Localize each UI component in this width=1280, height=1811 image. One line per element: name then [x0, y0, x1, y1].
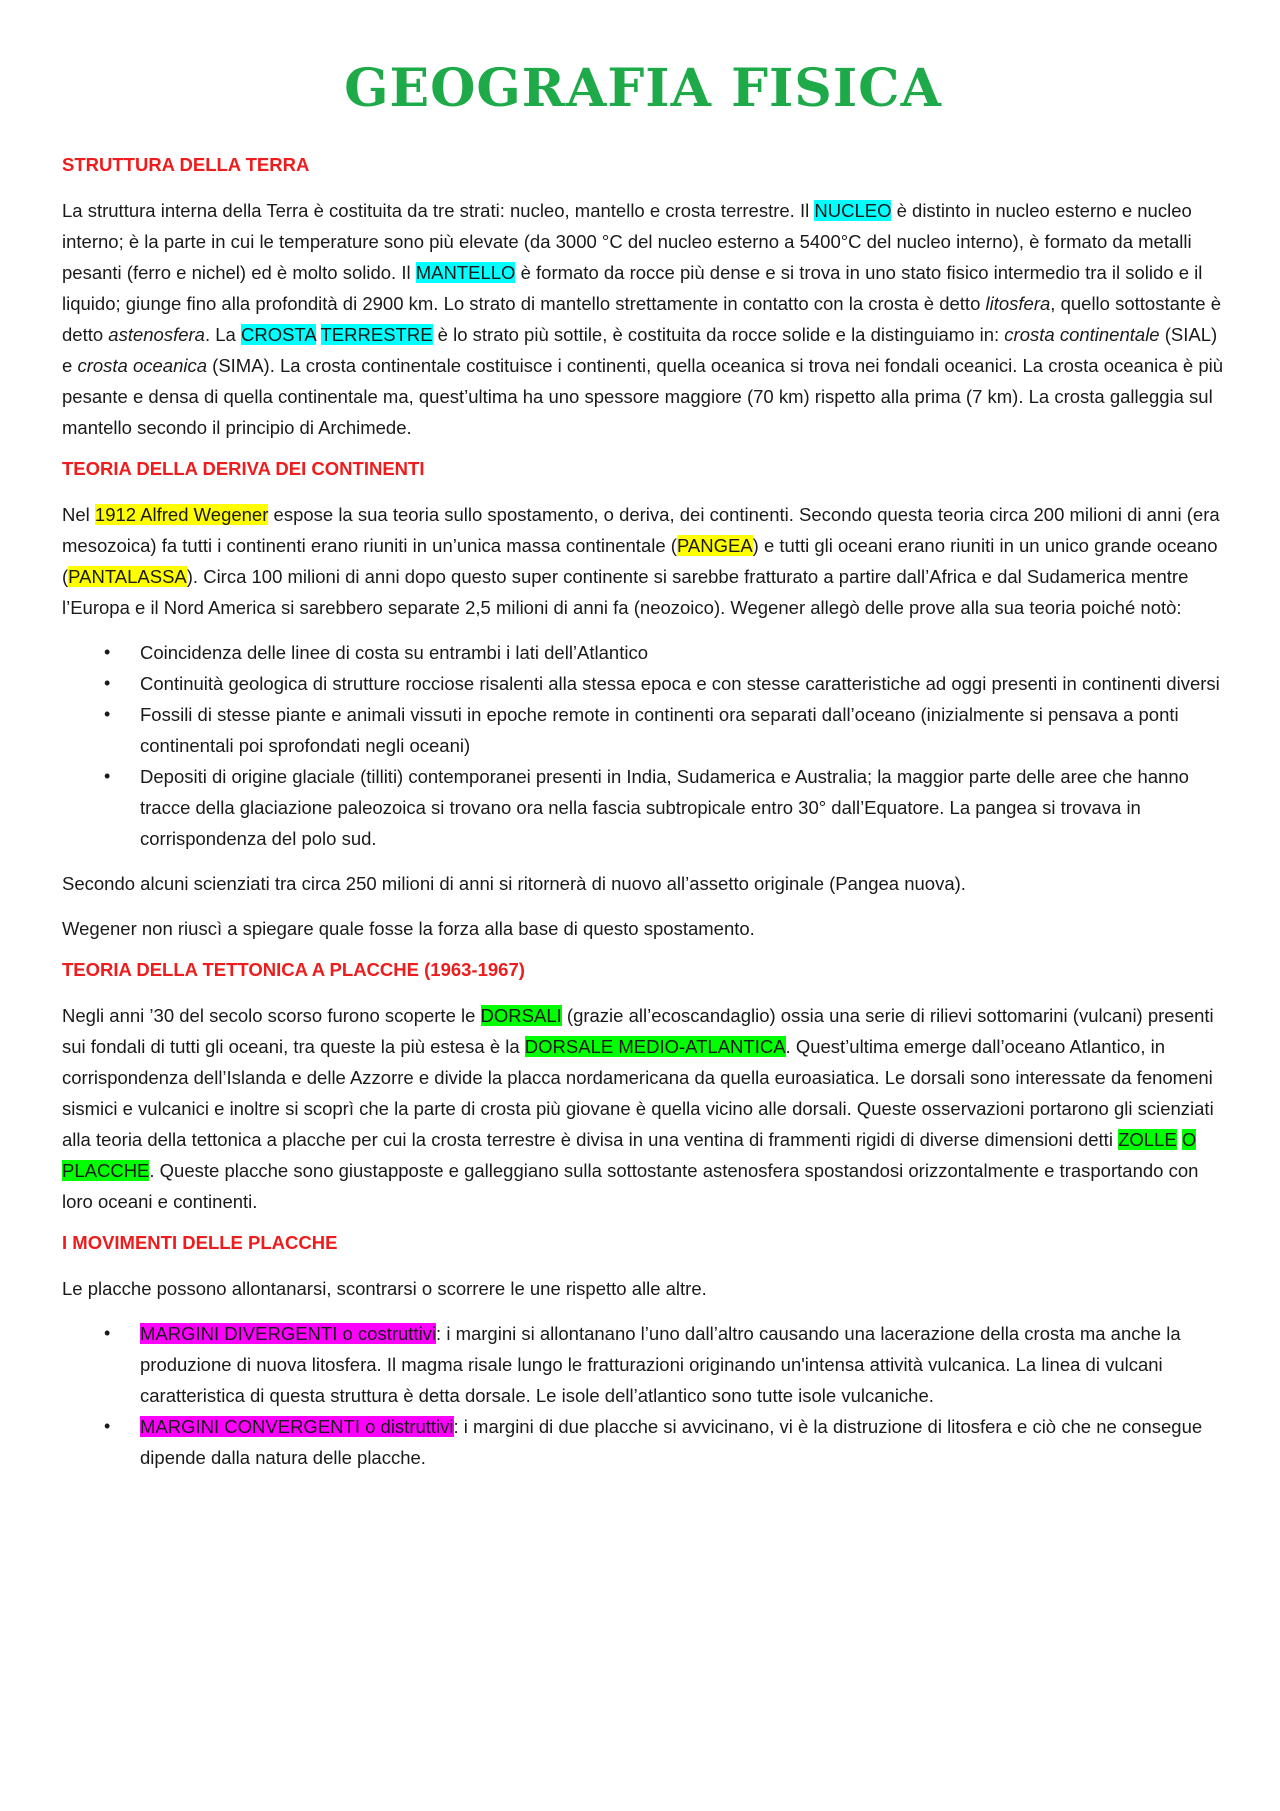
- list-prove-wegener: [62, 637, 1224, 854]
- highlight-pantalassa: PANTALASSA: [68, 566, 187, 588]
- text-run: (SIAL) e: [62, 324, 1218, 377]
- section-heading-struttura: STRUTTURA DELLA TERRA: [62, 154, 310, 176]
- highlight-terrestre: TERRESTRE: [320, 324, 433, 346]
- text-run: [316, 324, 321, 345]
- highlight-o: O: [1181, 1129, 1197, 1151]
- bullet-icon: •: [104, 642, 111, 663]
- text-run: (grazie all’ecoscandaglio) ossia una serie di rilievi sottomarini (vulcani) presenti sui fondali di tutti gli oceani, tra queste la più estesa è la: [62, 1005, 1214, 1058]
- section-heading-deriva: TEORIA DELLA DERIVA DEI CONTINENTI: [62, 458, 425, 480]
- text-run: . Queste placche sono giustapposte e galleggiano sulla sottostante astenosfera spostandosi orizzontalmente e trasportando con loro oceani e continenti.: [62, 1160, 1199, 1213]
- highlight-wegener: 1912 Alfred Wegener: [94, 504, 269, 526]
- highlight-pangea: PANGEA: [676, 535, 753, 557]
- highlight-crosta: CROSTA: [240, 324, 316, 346]
- list-item: [62, 668, 1224, 699]
- text-run: , quello sottostante è detto: [62, 293, 1222, 346]
- italic-crosta-continentale: crosta continentale: [1004, 324, 1160, 346]
- text-run: . Quest’ultima emerge dall’oceano Atlantico, in corrispondenza dell’Islanda e delle Azzorre e divide la placca nordamericana da quella euroasiatica. Le dorsali sono interessate da fenomeni sismici e vulcanici e inoltre si scoprì che la parte di crosta più giovane è quella vicino alle dorsali. Queste osservazioni portarono gli scienziati alla teoria della tettonica a placche per cui la crosta terrestre è divisa in una ventina di frammenti rigidi di diverse dimensioni detti: [62, 1036, 1214, 1151]
- paragraph-deriva: [62, 499, 1224, 623]
- bullet-icon: •: [104, 766, 111, 787]
- text-run: ) e tutti gli oceani erano riuniti in un unico grande oceano (: [62, 535, 1218, 588]
- paragraph-pangea-nuova: Secondo alcuni scienziati tra circa 250 milioni di anni si ritornerà di nuovo all’assetto originale (Pangea nuova).: [62, 873, 966, 895]
- bullet-icon: •: [104, 704, 111, 725]
- text-run: (SIMA). La crosta continentale costituisce i continenti, quella oceanica si trova nei fondali oceanici. La crosta oceanica è più pesante e densa di quella continentale ma, quest’ultima ha uno spessore maggiore (70 km) rispetto alla prima (7 km). La crosta galleggia sul mantello secondo il principio di Archimede.: [62, 355, 1224, 439]
- italic-astenosfera: astenosfera: [108, 324, 205, 346]
- text-run: è distinto in nucleo esterno e nucleo interno; è la parte in cui le temperature sono più elevate (da 3000 °C del nucleo esterno a 5400°C del nucleo interno), è formato da metalli pesanti (ferro e nichel) ed è molto solido. Il: [62, 200, 1192, 284]
- bullet-icon: •: [104, 1323, 111, 1344]
- list-item: [62, 699, 1224, 761]
- list-item: [62, 1318, 1224, 1411]
- list-item: [62, 761, 1224, 854]
- highlight-placche: PLACCHE: [62, 1160, 150, 1182]
- list-margini: [62, 1318, 1224, 1473]
- text-run: Nel: [62, 504, 95, 526]
- highlight-margini-convergenti: MARGINI CONVERGENTI o distruttivi: [140, 1416, 454, 1438]
- list-item-text: Fossili di stesse piante e animali vissuti in epoche remote in continenti ora separati dall’oceano (inizialmente si pensava a ponti continentali poi sprofondati negli oceani): [140, 704, 1179, 757]
- text-run: è lo strato più sottile, è costituita da rocce solide e la distinguiamo in:: [432, 324, 1005, 346]
- highlight-margini-divergenti: MARGINI DIVERGENTI o costruttivi: [140, 1323, 437, 1345]
- list-item: [62, 1411, 1224, 1473]
- text-run: ). Circa 100 milioni di anni dopo questo super continente si sarebbe fratturato a partire dall’Africa e dal Sudamerica mentre l’Europa e il Nord America si sarebbero separate 2,5 milioni di anni fa (neozoico). Wegener allegò delle prove alla sua teoria poiché notò:: [62, 566, 1189, 619]
- paragraph-struttura: [62, 195, 1224, 443]
- section-heading-tettonica: TEORIA DELLA TETTONICA A PLACCHE (1963-1967): [62, 959, 525, 981]
- bullet-icon: •: [104, 1416, 111, 1437]
- document-title: GEOGRAFIA FISICA: [344, 58, 942, 119]
- list-item-text: Coincidenza delle linee di costa su entrambi i lati dell’Atlantico: [140, 642, 649, 664]
- list-item-text: Continuità geologica di strutture rocciose risalenti alla stessa epoca e con stesse caratteristiche ad oggi presenti in continenti diversi: [140, 673, 1220, 695]
- highlight-dorsale-medio-atlantica: DORSALE MEDIO-ATLANTICA: [524, 1036, 786, 1058]
- text-run: . La: [204, 324, 241, 346]
- section-heading-movimenti: I MOVIMENTI DELLE PLACCHE: [62, 1232, 338, 1254]
- highlight-nucleo: NUCLEO: [814, 200, 892, 222]
- italic-crosta-oceanica: crosta oceanica: [77, 355, 208, 377]
- paragraph-wegener-forza: Wegener non riuscì a spiegare quale fosse la forza alla base di questo spostamento.: [62, 918, 755, 940]
- italic-litosfera: litosfera: [985, 293, 1051, 315]
- text-run: La struttura interna della Terra è costituita da tre strati: nucleo, mantello e crosta terrestre. Il: [62, 200, 815, 222]
- list-item-text: Depositi di origine glaciale (tilliti) contemporanei presenti in India, Sudamerica e Australia; la maggior parte delle aree che hanno tracce della glaciazione paleozoica si trovano ora nella fascia subtropicale entro 30° dall’Equatore. La pangea si trovava in corrispondenza del polo sud.: [140, 766, 1189, 850]
- list-item-text: : i margini si allontanano l’uno dall’altro causando una lacerazione della crosta ma anche la produzione di nuova litosfera. Il magma risale lungo le fratturazioni originando un'intensa attività vulcanica. La linea di vulcani caratteristica di questa struttura è detta dorsale. Le isole dell’atlantico sono tutte isole vulcaniche.: [140, 1323, 1181, 1407]
- paragraph-tettonica: [62, 1000, 1224, 1217]
- text-run: espose la sua teoria sullo spostamento, o deriva, dei continenti. Secondo questa teoria circa 200 milioni di anni (era mesozoica) fa tutti i continenti erano riuniti in un’unica massa continentale (: [62, 504, 1220, 557]
- highlight-dorsali: DORSALI: [480, 1005, 562, 1027]
- highlight-zolle: ZOLLE: [1118, 1129, 1177, 1151]
- paragraph-movimenti: Le placche possono allontanarsi, scontrarsi o scorrere le une rispetto alle altre.: [62, 1278, 707, 1300]
- list-item-text: : i margini di due placche si avvicinano, vi è la distruzione di litosfera e ciò che ne consegue dipende dalla natura delle placche.: [140, 1416, 1203, 1469]
- bullet-icon: •: [104, 673, 111, 694]
- highlight-mantello: MANTELLO: [415, 262, 516, 284]
- text-run: Negli anni ’30 del secolo scorso furono scoperte le: [62, 1005, 481, 1027]
- text-run: è formato da rocce più dense e si trova in uno stato fisico intermedio tra il solido e il liquido; giunge fino alla profondità di 2900 km. Lo strato di mantello strettamente in contatto con la crosta è detto: [62, 262, 1203, 315]
- list-item: [62, 637, 1224, 668]
